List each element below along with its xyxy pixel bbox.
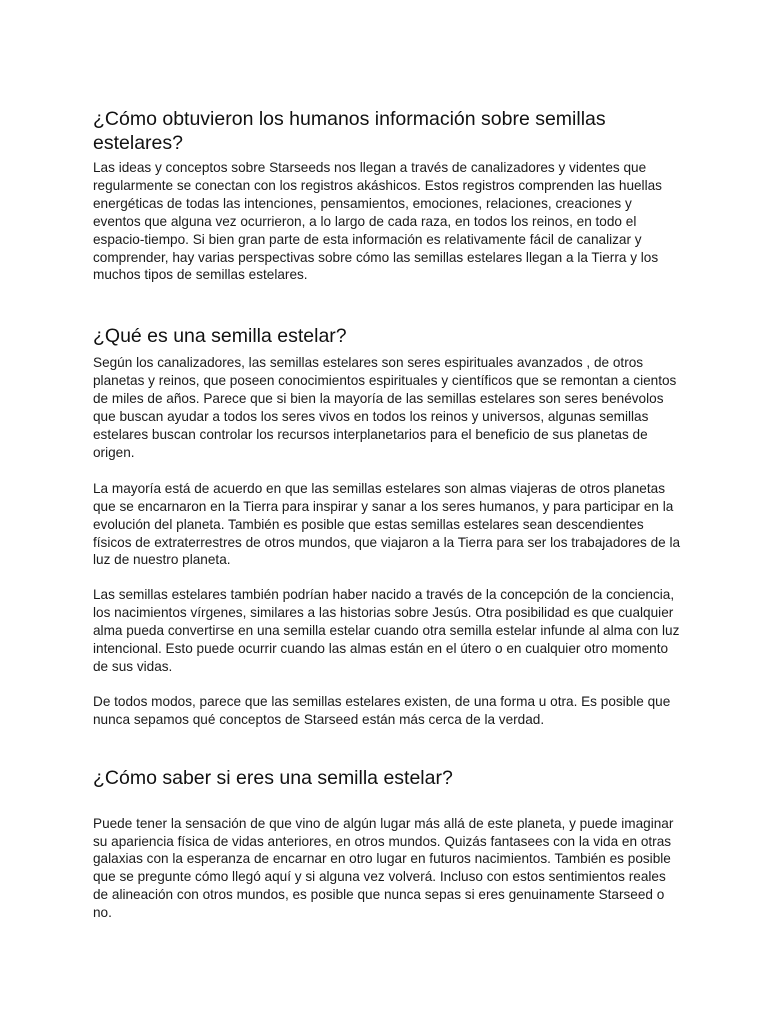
paragraph: De todos modos, parece que las semillas estelares existen, de una forma u otra. Es posible que nunca sepamos qué conceptos de Starseed están más cerca de la verdad.	[93, 693, 671, 727]
section-heading: ¿Qué es una semilla estelar?	[93, 325, 347, 348]
paragraph: La mayoría está de acuerdo en que las semillas estelares son almas viajeras de otros planetas que se encarnaron en la Tierra para inspirar y sanar a los seres humanos, y para participar en la evolución del planeta. También es posible que estas semillas estelares sean descendientes físicos de extraterrestres de otros mundos, que viajaron a la Tierra para ser los trabajadores de la luz de nuestro planeta.	[93, 480, 681, 568]
paragraph: Según los canalizadores, las semillas estelares son seres espirituales avanzados , de otros planetas y reinos, que poseen conocimientos espirituales y científicos que se remontan a cientos de miles de años. Parece que si bien la mayoría de las semillas estelares son seres benévolos que buscan ayudar a todos los seres vivos en todos los reinos y universos, algunas semillas estelares buscan controlar los recursos interplanetarios para el beneficio de sus planetas de origen.	[93, 355, 677, 460]
paragraph: Las ideas y conceptos sobre Starseeds nos llegan a través de canalizadores y videntes que regularmente se conectan con los registros akáshicos. Estos registros comprenden las huellas energéticas de todas las intenciones, pensamientos, emociones, relaciones, creaciones y eventos que alguna vez ocurrieron, a lo largo de cada raza, en todos los reinos, en todo el espacio-tiempo. Si bien gran parte de esta información es relativamente fácil de canalizar y comprender, hay varias perspectivas sobre cómo las semillas estelares llegan a la Tierra y los muchos tipos de semillas estelares.	[93, 160, 662, 283]
paragraph: Puede tener la sensación de que vino de algún lugar más allá de este planeta, y puede imaginar su apariencia física de vidas anteriores, en otros mundos. Quizás fantasees con la vida en otras galaxias con la esperanza de encarnar en otro lugar en futuros nacimientos. También es posible que se pregunte cómo llegó aquí y si alguna vez volverá. Incluso con estos sentimientos reales de alineación con otros mundos, es posible que nunca sepas si eres genuinamente Starseed o no.	[93, 815, 674, 921]
section-heading: ¿Cómo saber si eres una semilla estelar?	[93, 766, 453, 789]
section-how-to-know	[93, 766, 683, 922]
section-how-humans-got-info	[93, 107, 683, 284]
document-page	[93, 107, 683, 922]
section-heading: ¿Cómo obtuvieron los humanos información sobre semillas estelares?	[93, 108, 606, 154]
section-what-is-starseed	[93, 324, 683, 728]
paragraph: Las semillas estelares también podrían haber nacido a través de la concepción de la conciencia, los nacimientos vírgenes, similares a las historias sobre Jesús. Otra posibilidad es que cualquier alma pueda convertirse en una semilla estelar cuando otra semilla estelar infunde al alma con luz intencional. Esto puede ocurrir cuando las almas están en el útero o en cualquier otro momento de sus vidas.	[93, 587, 680, 674]
